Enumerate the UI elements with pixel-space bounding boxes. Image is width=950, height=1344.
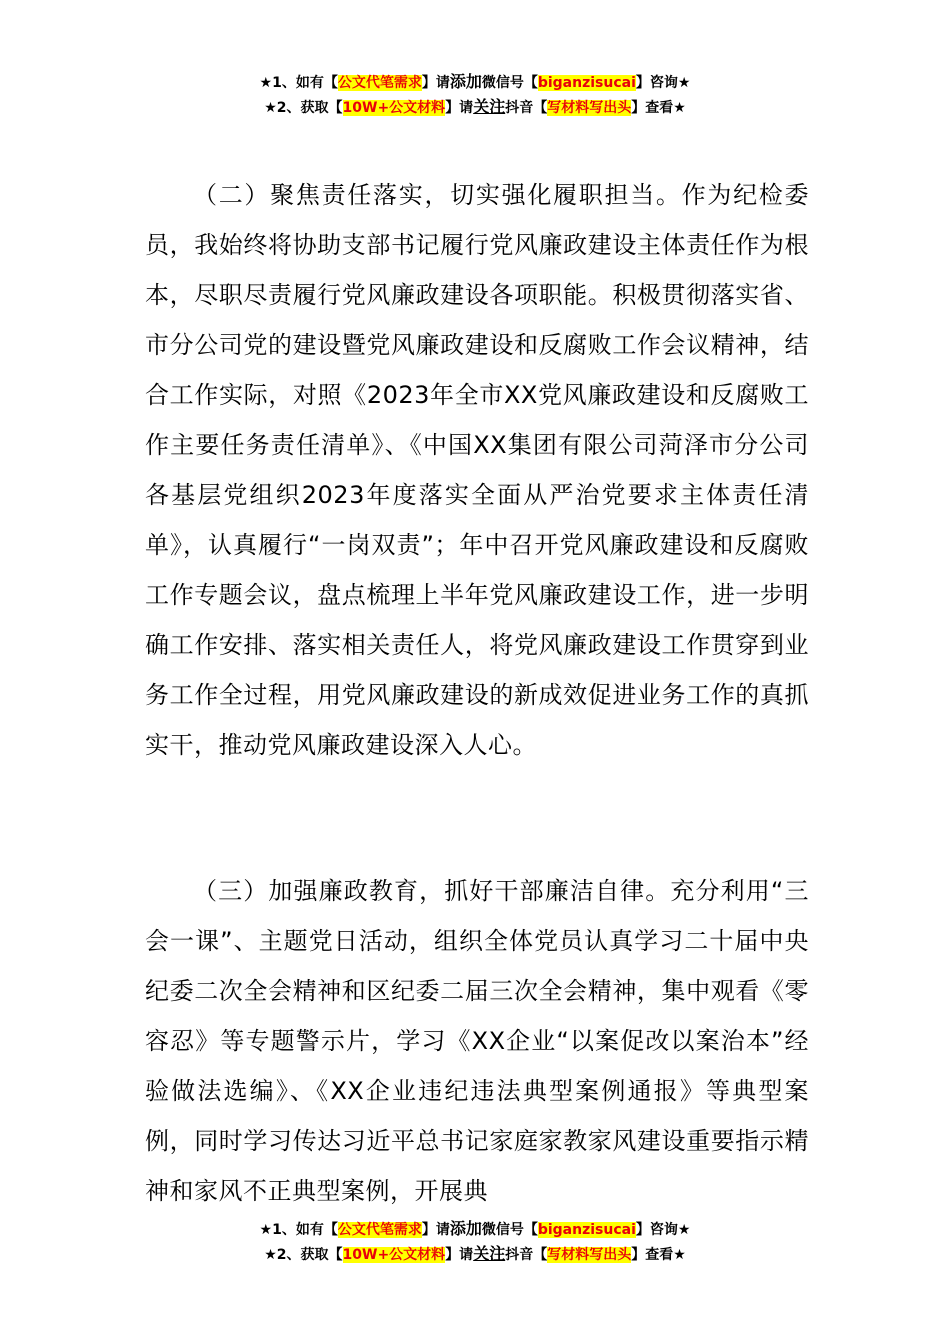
promo-highlight-douyin: 写材料写出头 [547,1247,632,1263]
footer-promo-banner [0,1217,950,1267]
document-body-section-2 [145,170,809,770]
promo-text: ★1、如有【 [259,1222,338,1238]
promo-text: ★2、获取【 [264,100,343,116]
promo-text: 】请 [445,100,474,116]
promo-text: 】查看★ [631,1247,686,1263]
header-promo-banner [0,70,950,120]
promo-text: 微信号【 [481,1222,538,1238]
promo-text: 】请 [421,75,450,91]
promo-text: 】请 [445,1247,474,1263]
promo-text: 】请 [421,1222,450,1238]
promo-text: 抖音【 [505,100,548,116]
promo-highlight-wechat: biganzisucai [537,75,636,91]
promo-emphasis: 关注 [473,1244,506,1263]
promo-text: 】咨询★ [635,75,691,91]
promo-highlight: 10W+公文材料 [342,100,446,116]
promo-text: 】咨询★ [635,1222,691,1238]
promo-highlight: 公文代笔需求 [337,75,422,91]
promo-emphasis: 添加 [449,72,482,91]
promo-highlight-wechat: biganzisucai [537,1222,636,1238]
promo-highlight: 10W+公文材料 [342,1247,446,1263]
promo-text: ★1、如有【 [259,75,338,91]
promo-line-1 [0,70,950,95]
promo-line-1 [0,1217,950,1242]
promo-text: 抖音【 [505,1247,548,1263]
promo-highlight-douyin: 写材料写出头 [547,100,632,116]
promo-line-2 [0,95,950,120]
promo-line-2 [0,1242,950,1267]
promo-emphasis: 添加 [449,1219,482,1238]
promo-highlight: 公文代笔需求 [337,1222,422,1238]
promo-text: 微信号【 [481,75,538,91]
document-body-section-3 [145,866,809,1216]
promo-text: 】查看★ [631,100,686,116]
promo-emphasis: 关注 [473,97,506,116]
paragraph-section-2: （二）聚焦责任落实，切实强化履职担当。作为纪检委员，我始终将协助支部书记履行党风廉政建设主体责任作为根本，尽职尽责履行党风廉政建设各项职能。积极贯彻落实省、市分公司党的建设暨党风廉政建设和反腐败工作会议精神，结合工作实际，对照《2023年全市XX党风廉政建设和反腐败工作主要任务责任清单》、《中国XX集团有限公司菏泽市分公司各基层党组织2023年度落实全面从严治党要求主体责任清单》，认真履行“一岗双责”；年中召开党风廉政建设和反腐败工作专题会议，盘点梳理上半年党风廉政建设工作，进一步明确工作安排、落实相关责任人，将党风廉政建设工作贯穿到业务工作全过程，用党风廉政建设的新成效促进业务工作的真抓实干，推动党风廉政建设深入人心。 [145,181,809,759]
paragraph-section-3: （三）加强廉政教育，抓好干部廉洁自律。充分利用“三会一课”、主题党日活动，组织全体党员认真学习二十届中央纪委二次全会精神和区纪委二届三次全会精神，集中观看《零容忍》等专题警示片，学习《XX企业“以案促改以案治本”经验做法选编》、《XX企业违纪违法典型案例通报》等典型案例，同时学习传达习近平总书记家庭家教家风建设重要指示精神和家风不正典型案例，开展典 [145,877,809,1205]
promo-text: ★2、获取【 [264,1247,343,1263]
